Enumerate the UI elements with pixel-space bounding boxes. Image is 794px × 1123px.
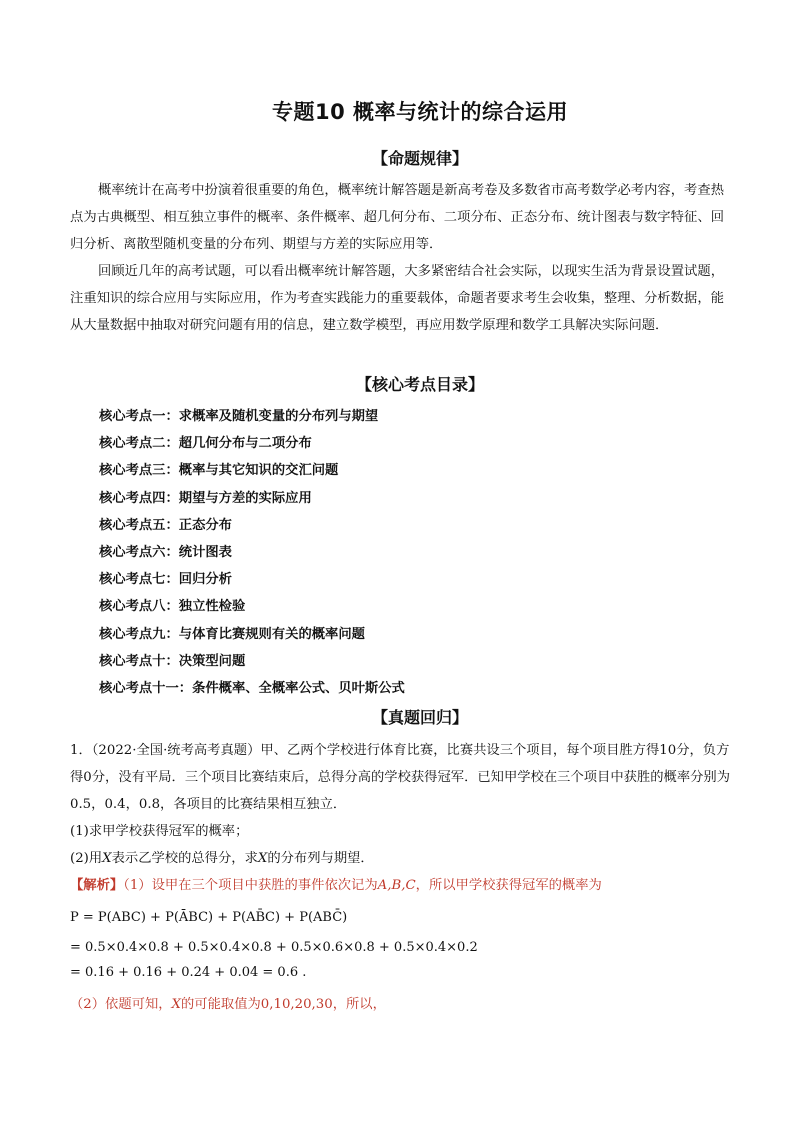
formula-probability — [70, 910, 347, 925]
calc-line-2: = 0.16 + 0.16 + 0.24 + 0.04 = 0.6 . — [70, 965, 307, 980]
core-topics-list — [99, 403, 699, 702]
solution-text: ，所以甲学校获得冠军的概率为 — [415, 878, 602, 893]
intro-paragraph: 概率统计在高考中扮演着很重要的角色，概率统计解答题是新高考卷及多数省市高考数学必考内容，考查热点为古典概型、相互独立事件的概率、条件概率、超几何分布、二项分布、正态分布、统计图表与数字特征、回归分析、离散型随机变量的分布列、期望与方差的实际应用等． — [70, 183, 724, 252]
var-x: X — [102, 851, 112, 866]
toc-item: 核心考点四：期望与方差的实际应用 — [99, 490, 312, 506]
solution-text: 的可能取值为 — [181, 997, 261, 1012]
var-x: X — [257, 851, 268, 866]
section-heading-rules: 【命题规律】 — [371, 149, 468, 168]
toc-item: 核心考点十一：条件概率、全概率公式、贝叶斯公式 — [99, 680, 405, 696]
toc-item: 核心考点五：正态分布 — [99, 517, 232, 533]
toc-item: 核心考点二：超几何分布与二项分布 — [99, 436, 312, 452]
problem-part-2 — [70, 845, 730, 872]
part2-text: 的分布列与期望． — [267, 851, 374, 866]
solution-text: （2）依题可知， — [70, 997, 172, 1012]
page-title: 专题10 概率与统计的综合运用 — [271, 100, 569, 124]
problem-part-1: (1)求甲学校获得冠军的概率； — [70, 824, 249, 839]
toc-item: 核心考点九：与体育比赛规则有关的概率问题 — [99, 626, 365, 642]
section-heading-toc: 【核心考点目录】 — [355, 375, 484, 394]
solution-line-2 — [70, 991, 730, 1018]
toc-item: 核心考点六：统计图表 — [99, 544, 232, 560]
calc-line-1: = 0.5×0.4×0.8 + 0.5×0.4×0.8 + 0.5×0.6×0.8 + 0.5×0.4×0.2 — [70, 940, 478, 955]
problem-block — [70, 737, 730, 872]
toc-item: 核心考点十：决策型问题 — [99, 653, 246, 669]
toc-item: 核心考点七：回归分析 — [99, 572, 232, 588]
solution-line-1 — [70, 872, 730, 899]
intro-text — [70, 177, 724, 339]
part2-text: (2)用 — [70, 851, 103, 866]
problem-stem: 1．（2022·全国·统考高考真题）甲、乙两个学校进行体育比赛，比赛共设三个项目，每个项目胜方得10分，负方得0分，没有平局．三个项目比赛结束后，总得分高的学校获得冠军．已知甲学校在三个项目中获胜的概率分别为0.5，0.4，0.8，各项目的比赛结果相互独立． — [70, 743, 731, 812]
toc-item: 核心考点一：求概率及随机变量的分布列与期望 — [99, 409, 379, 424]
var-x: X — [171, 997, 182, 1012]
solution-text: （1）设甲在三个项目中获胜的事件依次记为 — [123, 878, 378, 893]
values-list: 0,10,20,30 — [260, 997, 333, 1012]
toc-item: 核心考点三：概率与其它知识的交汇问题 — [99, 463, 339, 479]
part2-text: 表示乙学校的总得分，求 — [111, 851, 258, 866]
solution-label: 【解析】 — [70, 878, 124, 893]
toc-item: 核心考点八：独立性检验 — [99, 599, 246, 615]
section-heading-real-exam: 【真题回归】 — [371, 708, 468, 727]
intro-paragraph: 回顾近几年的高考试题，可以看出概率统计解答题，大多紧密结合社会实际，以现实生活为背景设置试题，注重知识的综合应用与实际应用，作为考查实践能力的重要载体，命题者要求考生会收集，整理、分析数据，能从大量数据中抽取对研究问题有用的信息，建立数学模型，再应用数学原理和数学工具解决实际问题． — [70, 264, 724, 333]
event-vars: A,B,C — [377, 878, 416, 893]
solution-text: ，所以， — [332, 997, 386, 1012]
formula-text: P = P(ABC) + P(ĀBC) + P(AB̄C) + P(ABC̄) — [70, 910, 348, 925]
